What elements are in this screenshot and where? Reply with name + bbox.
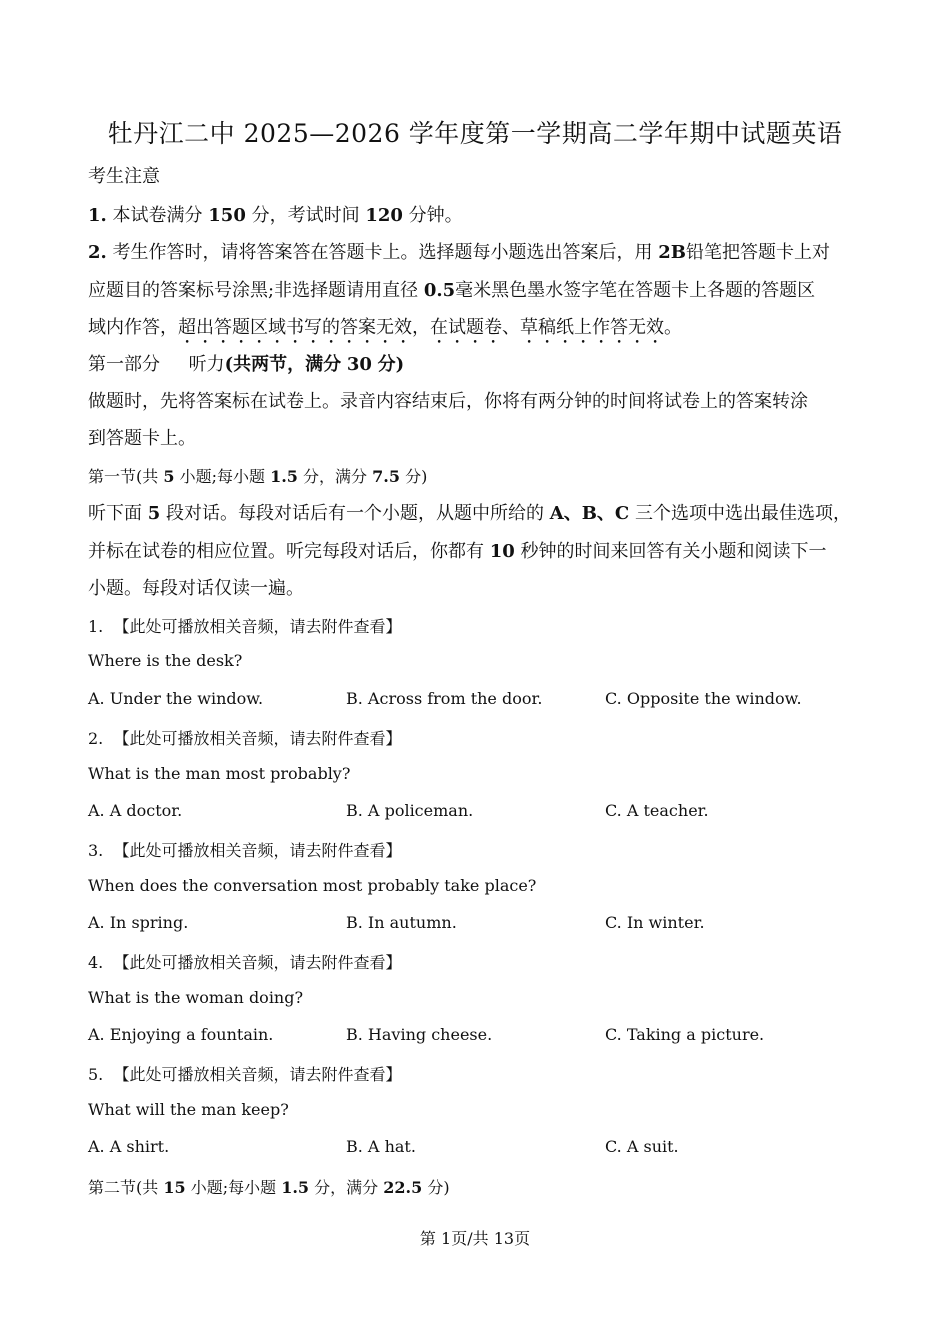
question-3-option-b: B. In autumn. [346,913,457,932]
question-4-option-c: C. Taking a picture. [605,1025,765,1044]
question-3-option-a: A. In spring. [88,913,189,932]
question-5-option-b: B. A hat. [346,1137,416,1156]
section2-count: 15 [163,1178,186,1197]
section1-text-c: 分，满分 [303,467,368,486]
section1-heading [88,464,427,487]
notice-item-1-text-a: 本试卷满分 [112,205,203,226]
notice-item-2-text-a: 考生作答时，请将答案答在答题卡上。选择题每小题选出答案后，用 [112,242,653,263]
notice-item-2-line-1 [88,238,830,264]
notice-item-2-line2-a: 应题目的答案标号涂黑;非选择题请用直径 [88,280,419,301]
question-2-option-c: C. A teacher. [605,801,709,820]
question-4-option-a: A. Enjoying a fountain. [88,1025,274,1044]
s1-instr2-b: 秒钟的时间来回答有关小题和阅读下一 [520,541,827,562]
section1-count: 5 [163,467,175,486]
question-number: 2. [88,729,104,748]
warning-text-2: 在试题卷、草稿纸上作答无效 [430,317,664,338]
section1-total: 7.5 [372,467,400,486]
s1-instr1-a: 听下面 [88,503,142,524]
section2-text-c: 分，满分 [314,1178,379,1197]
section2-text-a: 第二节(共 [88,1178,159,1197]
notice-item-2-line3-c: 。 [664,317,682,338]
audio-placeholder: 【此处可播放相关音频，请去附件查看】 [113,953,402,972]
section1-text-b: 小题;每小题 [179,467,265,486]
section1-instruction-2 [88,537,827,563]
notice-item-2-line3-b: ， [412,317,430,338]
question-5-stem: What will the man keep? [88,1100,289,1119]
part1-score: 30 [346,354,372,375]
question-3-audio [88,838,401,861]
footer-text-a: 第 [419,1229,436,1248]
section2-text-b: 小题;每小题 [190,1178,277,1197]
footer-total-pages: 13 [493,1229,515,1248]
question-2-option-a: A. A doctor. [88,801,183,820]
audio-placeholder: 【此处可播放相关音频，请去附件查看】 [113,841,402,860]
footer-text-c: 页 [514,1229,531,1248]
notice-item-2-line2-b: 毫米黑色墨水签字笔在答题卡上各题的答题区 [455,280,816,301]
question-1-option-a: A. Under the window. [88,689,264,708]
question-1-stem: Where is the desk? [88,651,243,670]
notice-item-2-text-b: 铅笔把答题卡上对 [686,242,831,263]
question-number: 3. [88,841,104,860]
question-3-stem: When does the conversation most probably take place? [88,876,537,895]
s1-instr1-n: 5 [147,503,161,524]
question-5-audio [88,1062,401,1085]
section1-each: 1.5 [270,467,298,486]
part1-paren-end: 分) [377,354,405,375]
notice-item-2-line-3 [88,313,682,348]
pencil-type: 2B [658,242,687,263]
part1-instruction-1: 做题时，先将答案标在试卷上。录音内容结束后，你将有两分钟的时间将试卷上的答案转涂 [88,391,808,412]
notice-item-1 [88,201,463,227]
s1-instr1-c: 三个选项中选出最佳选项， [634,503,851,524]
notice-item-1-text-b: 分，考试时间 [251,205,360,226]
exam-time: 120 [365,205,403,226]
question-4-option-b: B. Having cheese. [346,1025,493,1044]
question-2-audio [88,726,401,749]
question-1-audio [88,614,401,637]
question-4-stem: What is the woman doing? [88,988,304,1007]
question-2-option-b: B. A policeman. [346,801,474,820]
section1-instruction-1 [88,499,851,525]
warning-text-1: 超出答题区域书写的答案无效 [178,317,412,338]
question-5-option-c: C. A suit. [605,1137,679,1156]
part1-paren: (共两节，满分 [224,354,342,375]
audio-placeholder: 【此处可播放相关音频，请去附件查看】 [113,1065,402,1084]
exam-title: 牡丹江二中 2025—2026 学年度第一学期高二学年期中试题英语 [107,119,843,148]
question-1-option-c: C. Opposite the window. [605,689,802,708]
notice-heading: 考生注意 [88,166,160,187]
question-5-option-a: A. A shirt. [88,1137,170,1156]
audio-placeholder: 【此处可播放相关音频，请去附件查看】 [113,617,402,636]
section2-total: 22.5 [383,1178,423,1197]
page-footer [0,1226,950,1249]
section1-text-a: 第一节(共 [88,467,159,486]
part1-heading [88,350,404,376]
part1-label: 第一部分 [88,354,160,375]
section2-heading [88,1175,450,1198]
notice-item-1-text-c: 分钟。 [408,205,463,226]
section2-text-d: 分) [427,1178,450,1197]
question-2-stem: What is the man most probably? [88,764,351,783]
question-number: 5. [88,1065,104,1084]
notice-item-1-number: 1. [88,205,107,226]
part1-instruction-2: 到答题卡上。 [88,428,196,449]
question-1-option-b: B. Across from the door. [346,689,543,708]
s1-instr1-b: 段对话。每段对话后有一个小题，从题中所给的 [166,503,544,524]
s1-instr2-n: 10 [489,541,515,562]
section1-instruction-3: 小题。每段对话仅读一遍。 [88,578,304,599]
section1-text-d: 分) [405,467,428,486]
notice-item-2-line3-a: 域内作答， [88,317,178,338]
audio-placeholder: 【此处可播放相关音频，请去附件查看】 [113,729,402,748]
full-score: 150 [208,205,246,226]
question-number: 4. [88,953,104,972]
question-3-option-c: C. In winter. [605,913,705,932]
pen-size: 0.5 [423,280,456,301]
question-number: 1. [88,617,104,636]
section2-each: 1.5 [281,1178,310,1197]
question-4-audio [88,950,401,973]
notice-item-2-line-2 [88,276,815,302]
s1-instr1-abc: A、B、C [549,503,630,524]
part1-title: 听力 [188,354,225,375]
notice-item-2-number: 2. [88,242,107,263]
footer-text-b: 页/共 [451,1229,489,1248]
s1-instr2-a: 并标在试卷的相应位置。听完每段对话后，你都有 [88,541,484,562]
footer-page-number: 1 [441,1229,452,1248]
